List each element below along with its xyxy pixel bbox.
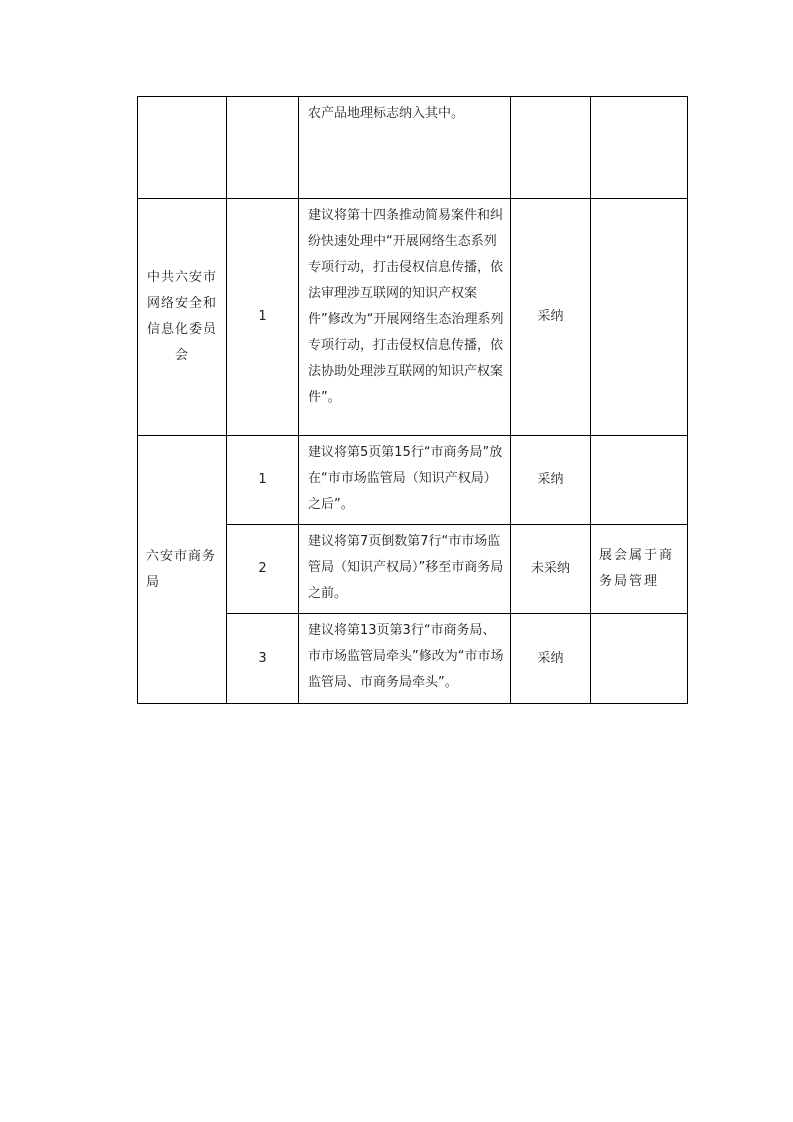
number-cell — [227, 97, 299, 199]
status-cell: 采纳 — [511, 199, 591, 436]
table-row — [138, 436, 688, 525]
status-cell — [511, 97, 591, 199]
number-cell: 1 — [227, 436, 299, 525]
number-cell: 2 — [227, 525, 299, 614]
note-cell — [591, 199, 688, 436]
content-cell: 农产品地理标志纳入其中。 — [299, 97, 511, 199]
note-cell: 展会属于商务局管理 — [591, 525, 688, 614]
unit-cell — [138, 97, 227, 199]
number-cell: 1 — [227, 199, 299, 436]
content-cell: 建议将第7页倒数第7行“市市场监管局（知识产权局）”移至市商务局之前。 — [299, 525, 511, 614]
status-cell: 采纳 — [511, 436, 591, 525]
feedback-table — [137, 96, 688, 704]
status-cell: 未采纳 — [511, 525, 591, 614]
note-cell — [591, 614, 688, 704]
unit-cell: 中共六安市网络安全和信息化委员会 — [138, 199, 227, 436]
note-cell — [591, 436, 688, 525]
status-cell: 采纳 — [511, 614, 591, 704]
number-cell: 3 — [227, 614, 299, 704]
table-row — [138, 199, 688, 436]
content-cell: 建议将第十四条推动简易案件和纠纷快速处理中“开展网络生态系列专项行动，打击侵权信息传播，依法审理涉互联网的知识产权案件”修改为“开展网络生态治理系列专项行动，打击侵权信息传播，依法协助处理涉互联网的知识产权案件”。 — [299, 199, 511, 436]
table-row — [138, 97, 688, 199]
content-cell: 建议将第5页第15行“市商务局”放在“市市场监管局（知识产权局）之后”。 — [299, 436, 511, 525]
note-cell — [591, 97, 688, 199]
content-cell: 建议将第13页第3行“市商务局、市市场监管局牵头”修改为“市市场监管局、市商务局牵头”。 — [299, 614, 511, 704]
unit-cell: 六安市商务局 — [138, 436, 227, 704]
